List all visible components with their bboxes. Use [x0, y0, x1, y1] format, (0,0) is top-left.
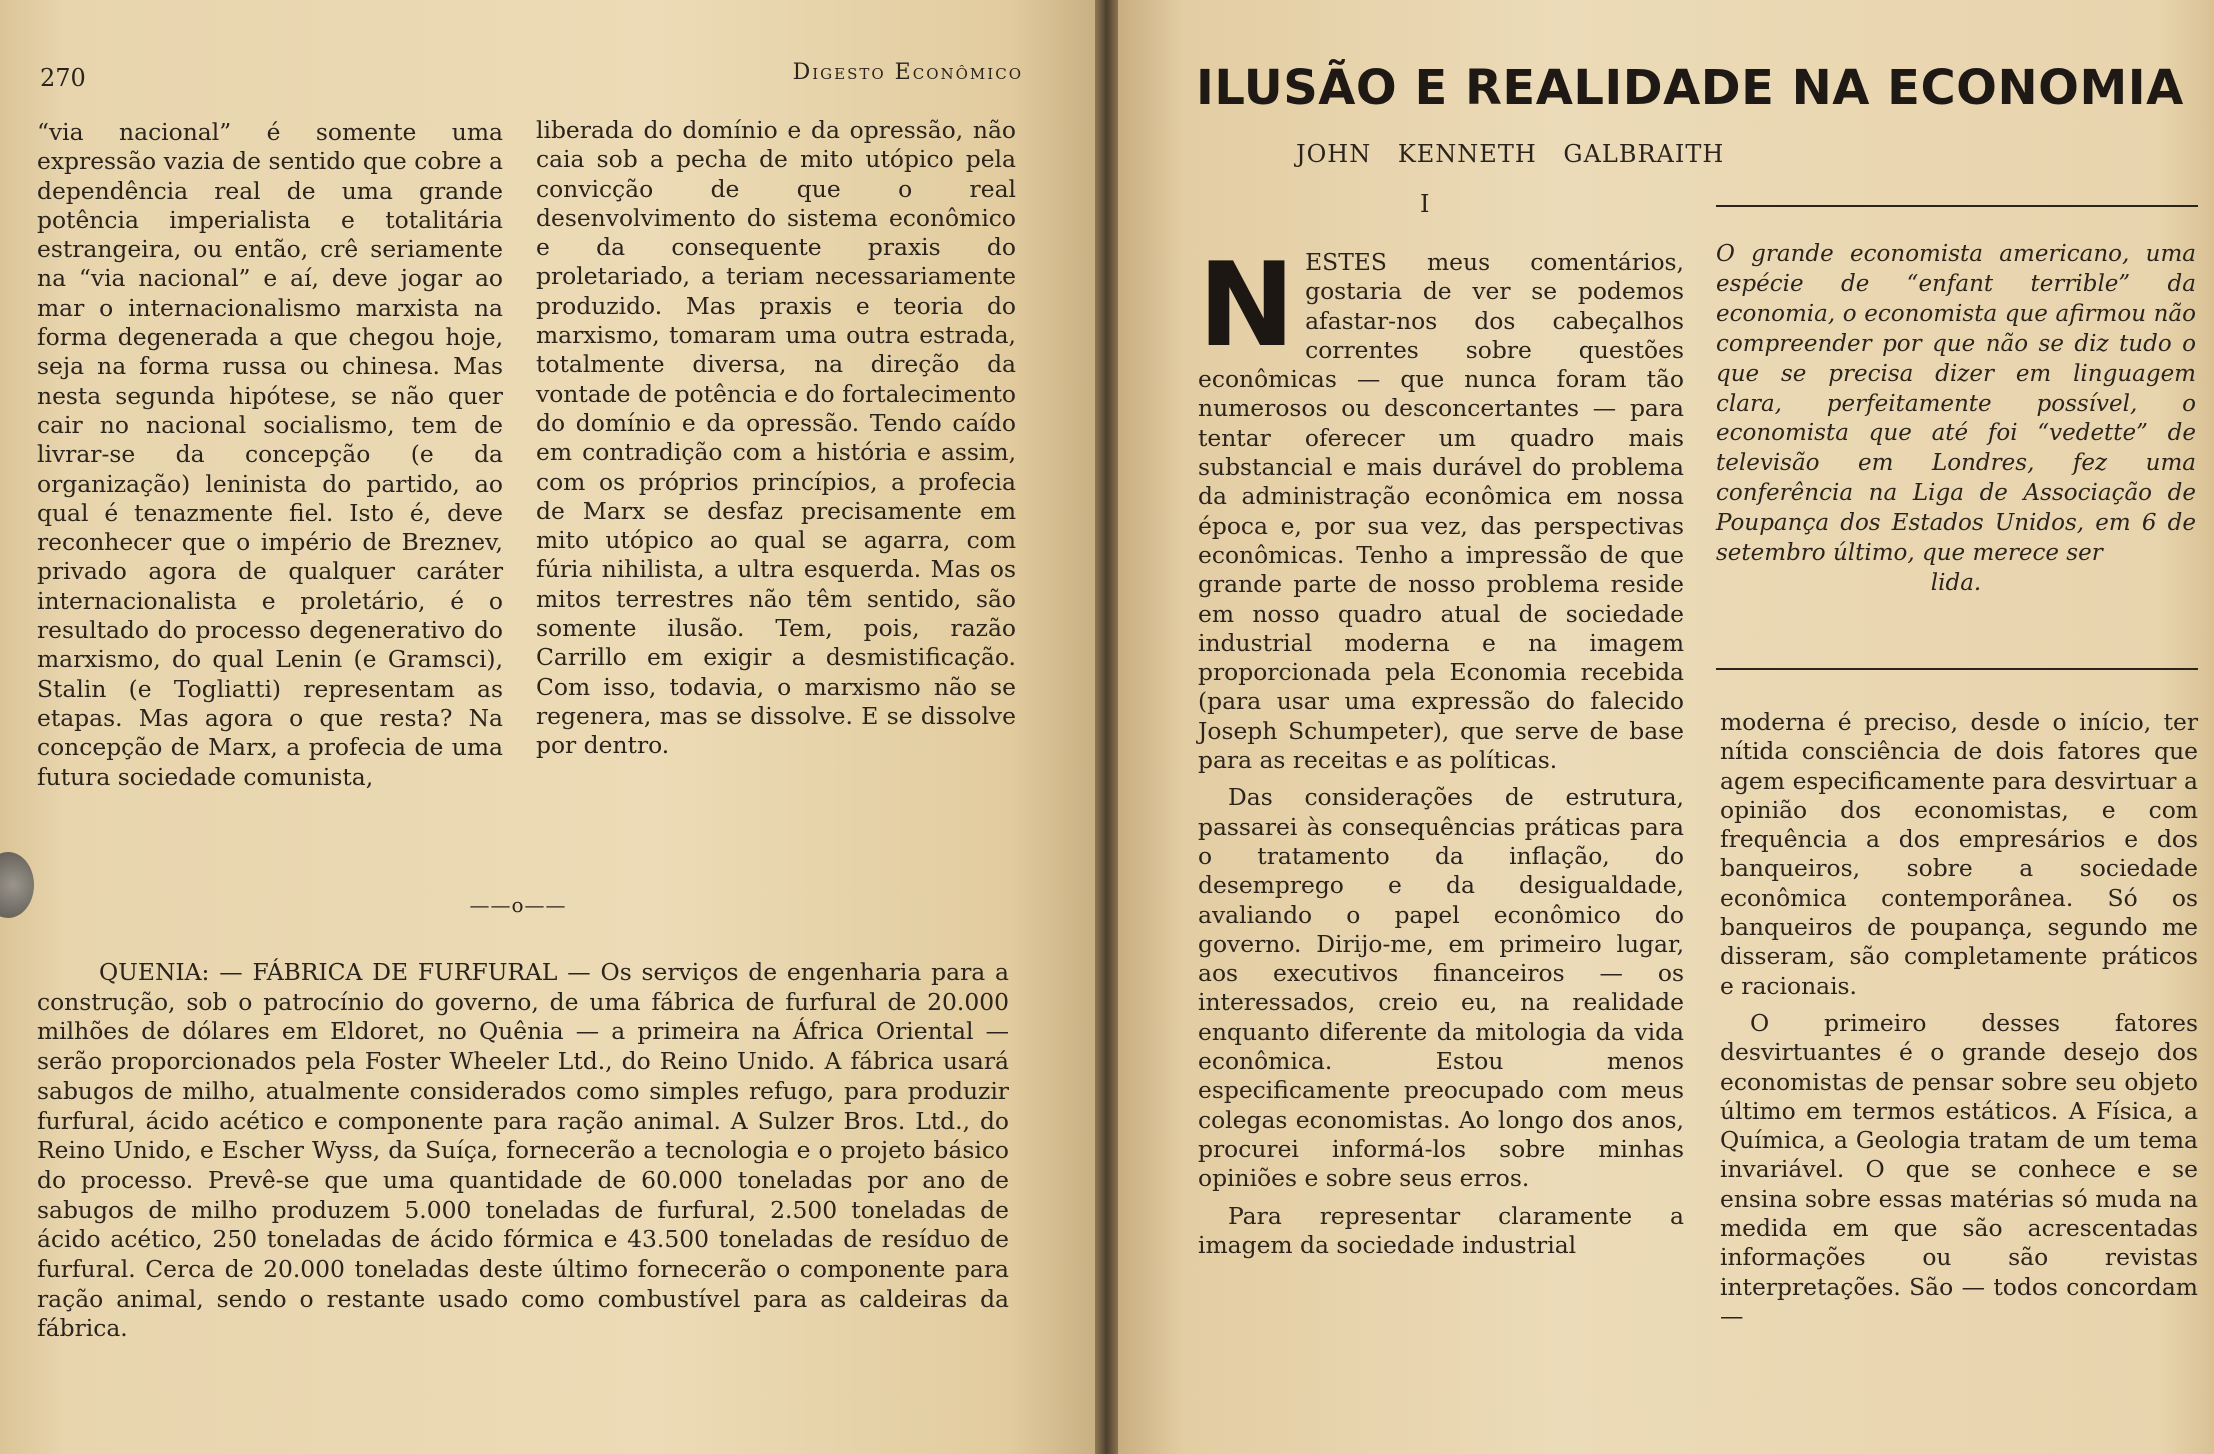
lede-rule-bottom: [1716, 668, 2198, 670]
section-numeral: I: [1420, 190, 1430, 218]
article-author: JOHN KENNETH GALBRAITH: [1296, 140, 1725, 168]
drop-cap: N: [1198, 238, 1296, 373]
left-column-a: [37, 118, 503, 792]
right-page: [1118, 0, 2214, 1454]
article-paragraph-5: O primeiro desses fatores desvirtuantes é o grande desejo dos economistas de pensar sobre seu objeto último em termos estáticos. A Física, a Química, a Geologia tratam de um tema invariável. O que se conhece e se ensina sobre essas matérias só muda na medida em que são acrescentadas informações ou são revistas interpretações. São — todos concordam —: [1720, 1008, 2198, 1330]
book-gutter: [1095, 0, 1118, 1454]
news-item-quenia: QUENIA: — FÁBRICA DE FURFURAL — Os serviços de engenharia para a construção, sob o patrocínio do governo, de uma fábrica de furfural de 20.000 milhões de dólares em Eldoret, no Quênia — a primeira na África Oriental — serão proporcionados pela Foster Wheeler Ltd., do Reino Unido. A fábrica usará sabugos de milho, atualmente considerados como simples refugo, para produzir furfural, ácido acético e componente para ração animal. A Sulzer Bros. Ltd., do Reino Unido, e Escher Wyss, da Suíça, fornecerão a tecnologia e o projeto básico do processo. Prevê-se que uma quantidade de 60.000 toneladas por ano de sabugos de milho produzem 5.000 toneladas de furfural, 2.500 toneladas de ácido acético, 250 toneladas de ácido fórmica e 43.500 toneladas de resíduo de furfural. Cerca de 20.000 toneladas deste último fornecerão o componente para ração animal, sendo o restante usado como combustível para as caldeiras da fábrica.: [37, 958, 1009, 1343]
running-head: Digesto Econômico: [792, 60, 1023, 85]
left-column-b-text: liberada do domínio e da opressão, não caia sob a pecha de mito utópico pela convicção de que o real desenvolvimento do sistema econômico e da consequente praxis do proletariado, a teriam necessariamente produzido. Mas praxis e teoria do marxismo, tomaram uma outra estrada, totalmente diversa, na direção da vontade de potência e do fortalecimento do domínio e da opressão. Tendo caído em contradição com a história e assim, com os próprios princípios, a profecia de Marx se desfaz precisamente em mito utópico ao qual se agarra, com fúria nihilista, a ultra esquerda. Mas os mitos terrestres não têm sentido, são somente ilusão. Tem, pois, razão Carrillo em exigir a desmistificação. Com isso, todavia, o marxismo não se regenera, mas se dissolve. E se dissolve por dentro.: [536, 116, 1016, 760]
article-paragraph-3: Para representar claramente a imagem da sociedade industrial: [1198, 1201, 1684, 1259]
section-separator: ——o——: [469, 893, 567, 917]
article-lede-text: O grande economista americano, uma espécie de “enfant terrible” da economia, o economista que afirmou não compreender por que não se diz tudo o que se precisa dizer em linguagem clara, perfeitamente possível, o economista que até foi “vedette” de televisão em Londres, fez uma conferência na Liga de Associação de Poupança dos Estados Unidos, em 6 de setembro último, que merece ser: [1716, 241, 2196, 567]
left-column-a-text: “via nacional” é somente uma expressão vazia de sentido que cobre a dependência real de uma grande potência imperialista e totalitária estrangeira, ou então, crê seriamente na “via nacional” e aí, deve jogar ao mar o internacionalismo marxista na forma degenerada a que chegou hoje, seja na forma russa ou chinesa. Mas nesta segunda hipótese, se não quer cair no nacional socialismo, tem de livrar-se da concepção (e da organização) leninista do partido, ao qual é tenazmente fiel. Isto é, deve reconhecer que o império de Breznev, privado agora de qualquer caráter internacionalista e proletário, é o resultado do processo degenerativo do marxismo, do qual Lenin (e Gramsci), Stalin (e Togliatti) representam as etapas. Mas agora o que resta? Na concepção de Marx, a profecia de uma futura sociedade comunista,: [37, 118, 503, 791]
article-paragraph-1-text: ESTES meus comentários, gostaria de ver se podemos afastar-nos dos cabeçalhos correntes sobre questões econômicas — que nunca foram tão numerosos ou desconcertantes — para tentar oferecer um quadro mais substancial e mais durável do problema da administração econômica em nossa época e, por sua vez, das perspectivas econômicas. Tenho a impressão de que grande parte de nosso problema reside em nosso quadro atual de sociedade industrial moderna e na imagem proporcionada pela Economia recebida (para usar uma expressão do falecido Joseph Schumpeter), que serve de base para as receitas e as políticas.: [1198, 248, 1684, 775]
article-paragraph-4: moderna é preciso, desde o início, ter nítida consciência de dois fatores que agem especificamente para desvirtuar a opinião dos economistas, e com frequência a dos empresários e dos banqueiros, sobre a sociedade econômica contemporânea. Só os banqueiros de poupança, segundo me disseram, são completamente práticos e racionais.: [1720, 708, 2198, 1000]
article-paragraph-2: Das considerações de estrutura, passarei às consequências práticas para o tratamento da inflação, do desemprego e da desigualdade, avaliando o papel econômico do governo. Dirijo-me, em primeiro lugar, aos executivos financeiros — os interessados, creio eu, na realidade enquanto diferente da mitologia da vida econômica. Estou menos especificamente preocupado com meus colegas economistas. Ao longo dos anos, procurei informá-los sobre minhas opiniões e sobre seus erros.: [1198, 783, 1684, 1193]
right-column-a: [1198, 238, 1684, 1260]
article-lede: [1716, 240, 2196, 599]
lede-rule-top: [1716, 205, 2198, 207]
article-title: ILUSÃO E REALIDADE NA ECONOMIA: [1196, 60, 2184, 116]
article-lede-end: lida.: [1930, 569, 1982, 596]
left-column-b: [536, 116, 1016, 761]
right-column-b: [1720, 708, 2198, 1331]
left-page: [0, 0, 1095, 1454]
page-number: 270: [40, 64, 86, 92]
binding-hole: [0, 852, 34, 918]
article-paragraph-1: [1198, 238, 1684, 775]
